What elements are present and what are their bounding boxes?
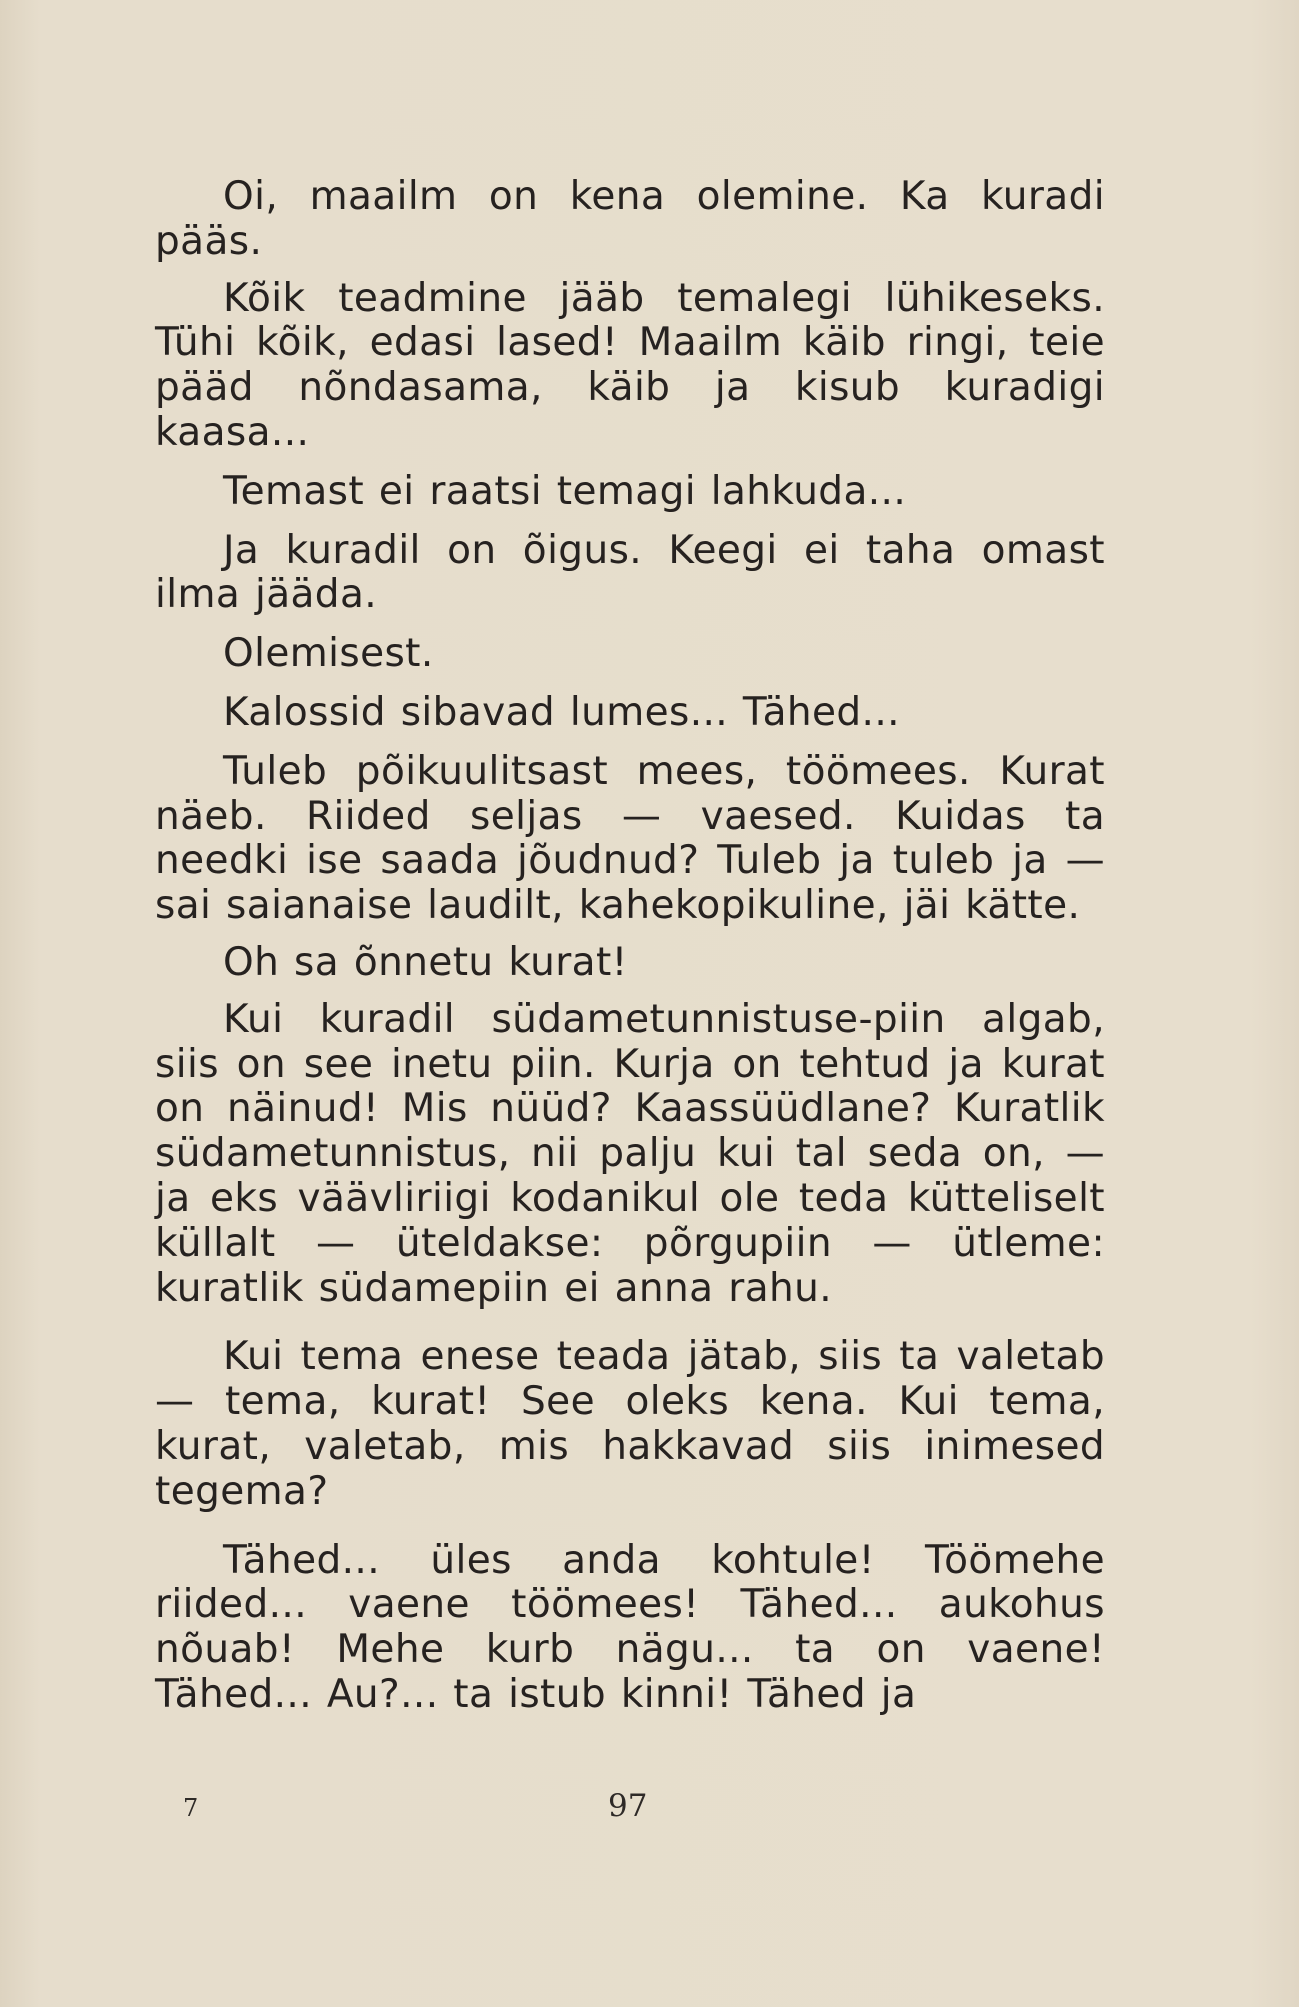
paragraph: Kalossid sibavad lumes... Tähed...: [223, 689, 900, 735]
paragraph: Kõik teadmine jääb temalegi lühikeseks. Tühi kõik, edasi lased! Maailm käib ringi, teie pääd nõndasama, käib ja kisub kuradigi kaasa...: [155, 275, 1105, 455]
page-footer: [0, 1788, 1299, 1828]
paragraph: Kui kuradil südametunnistuse-piin algab, siis on see inetu piin. Kurja on tehtud ja kurat on näinud! Mis nüüd? Kaassüüdlane? Kuratlik südametunnistus, nii palju kui tal seda on, — ja eks väävliriigi kodanikul ole teda kütteliselt küllalt — üteldakse: põrgupiin — ütleme: kuratlik südamepiin ei anna rahu.: [155, 996, 1105, 1311]
paragraph: Oh sa õnnetu kurat!: [223, 939, 628, 985]
paragraph: Tähed... üles anda kohtule! Töömehe riided... vaene töömees! Tähed... aukohus nõuab! Mehe kurb nägu... ta on vaene! Tähed... Au?... ta istub kinni! Tähed ja: [155, 1537, 1105, 1717]
paragraph: Temast ei raatsi temagi lahkuda...: [223, 468, 907, 514]
paragraph: Oi, maailm on kena olemine. Ka kuradi pääs.: [155, 174, 1105, 264]
paragraph: Ja kuradil on õigus. Keegi ei taha omast ilma jääda.: [155, 527, 1105, 618]
paragraph: Tuleb põikuulitsast mees, töömees. Kurat näeb. Riided seljas — vaesed. Kuidas ta needki ise saada jõudnud? Tuleb ja tuleb ja — sai saianaise laudilt, kahekopikuline, jäi kätte.: [155, 748, 1105, 929]
paragraph: Olemisest.: [223, 631, 434, 677]
signature-mark: 7: [183, 1794, 199, 1822]
paragraph: Kui tema enese teada jätab, siis ta valetab — tema, kurat! See oleks kena. Kui tema, kurat, valetab, mis hakkavad siis inimesed tegema?: [155, 1334, 1105, 1514]
body-text: [155, 175, 1105, 1718]
page-number: 97: [608, 1788, 648, 1824]
